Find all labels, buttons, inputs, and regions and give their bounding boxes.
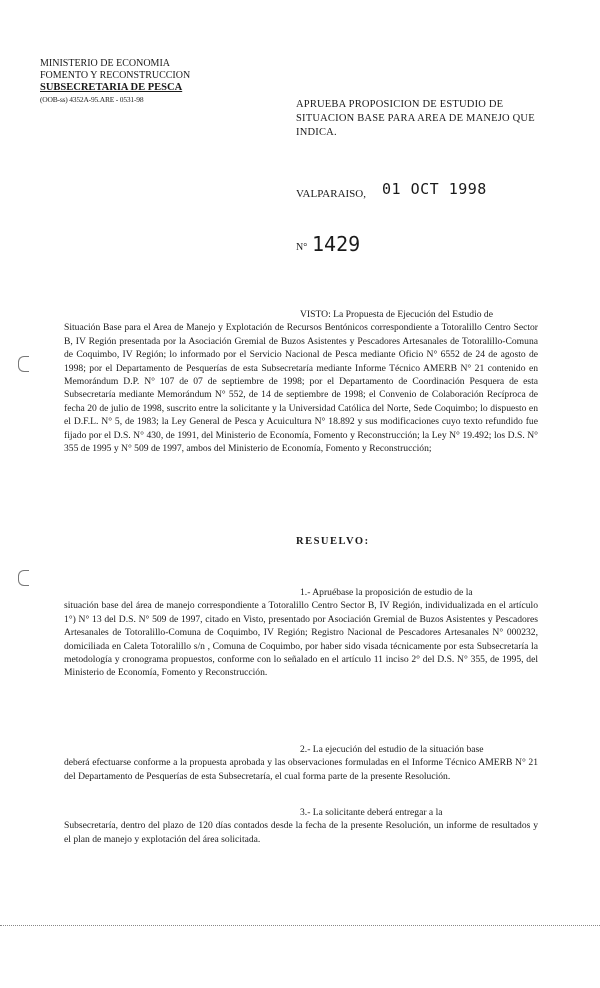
- ministry-header: [40, 58, 210, 106]
- resolution-number: 1429: [312, 232, 361, 256]
- page-bottom-edge: [0, 925, 600, 926]
- number-label: N°: [296, 242, 308, 253]
- visto-body: Situación Base para el Area de Manejo y Explotación de Recursos Bentónicos correspondiente a Totoralillo Centro Sector B, IV Región presentada por la Asociación Gremial de Buzos Asistentes y Pescadores Artesanales de Totoralillo-Comuna de Coquimbo, IV Región; lo informado por el Servicio Nacional de Pesca mediante Oficio N° 6552 de 24 de agosto de 1998; por el Departamento de Pesquerías de esta Subsecretaría mediante Informe Técnico AMERB N° 21 contenido en Memorándum D.P. N° 107 de 07 de septiembre de 1998; por el Departamento de Coordinación Pesquera de esta Subsecretaría mediante Memorándum N° 552, de 14 de septiembre de 1998; el Convenio de Colaboración Recíproca de fecha 20 de julio de 1998, suscrito entre la solicitante y la Universidad Católica del Norte, Sede Coquimbo; lo dispuesto en el D.F.L. N° 5, de 1983; la Ley General de Pesca y Acuicultura N° 18.892 y sus modificaciones cuyo texto refundido fue fijado por el D.S. N° 430, de 1991, del Ministerio de Economía, Fomento y Reconstrucción; la Ley N° 19.492; los D.S. N° 355 de 1995 y N° 509 de 1997, ambos del Ministerio de Economía, Fomento y Reconstrucción;: [64, 322, 538, 455]
- resuelvo-heading: RESUELVO:: [296, 536, 370, 547]
- clause-1-first-line: 1.- Apruébase la proposición de estudio de la: [300, 587, 473, 598]
- visto-first-line: VISTO: La Propuesta de Ejecución del Estudio de: [300, 309, 493, 320]
- binder-hole-mark: [18, 570, 29, 586]
- binder-hole-mark: [18, 356, 29, 372]
- ministry-line-2: FOMENTO Y RECONSTRUCCION: [40, 70, 191, 81]
- clause-1-body: situación base del área de manejo correspondiente a Totoralillo Centro Sector B, IV Región, individualizada en el artículo 1°) N° 13 del D.S. N° 509 de 1997, citado en Visto, presentado por Asociación Gremial de Buzos Asistentes y Pescadores Artesanales de Totoralillo-Comuna de Coquimbo, IV Región; Registro Nacional de Pescadores Artesanales N° 000232, domiciliada en Caleta Totoralillo s/n , Comuna de Coquimbo, por haber sido visada técnicamente por esta Subsecretaría la metodología y cronograma propuestos, conforme con lo señalado en el artículo 11 inciso 2° del D.S. N° 355, de 1995, del Ministerio de Economía, Fomento y Reconstrucción.: [64, 600, 538, 679]
- clause-3-body: Subsecretaría, dentro del plazo de 120 días contados desde la fecha de la presente Resolución, un informe de resultados y el plan de manejo y explotación del área solicitada.: [64, 820, 538, 845]
- clause-1: [64, 586, 538, 680]
- subsecretaria-line: SUBSECRETARIA DE PESCA: [40, 82, 183, 93]
- place-label: VALPARAISO,: [296, 188, 366, 200]
- clause-2: [64, 743, 538, 783]
- reference-code: (OOB-ss) 4352A-95.ARE - 0531-98: [40, 95, 144, 104]
- resolution-subject: APRUEBA PROPOSICION DE ESTUDIO DE SITUACION BASE PARA AREA DE MANEJO QUE INDICA.: [296, 99, 535, 138]
- clause-3-first-line: 3.- La solicitante deberá entregar a la: [300, 807, 443, 818]
- clause-2-first-line: 2.- La ejecución del estudio de la situación base: [300, 744, 484, 755]
- clause-2-body: deberá efectuarse conforme a la propuesta aprobada y las observaciones formuladas en el Informe Técnico AMERB N° 21 del Departamento de Pesquerías de esta Subsecretaría, el cual forma parte de la presente Resolución.: [64, 757, 538, 782]
- visto-paragraph: [64, 308, 538, 455]
- ministry-line-1: MINISTERIO DE ECONOMIA: [40, 58, 170, 69]
- clause-3: [64, 806, 538, 846]
- date-stamp: 01 OCT 1998: [382, 180, 487, 198]
